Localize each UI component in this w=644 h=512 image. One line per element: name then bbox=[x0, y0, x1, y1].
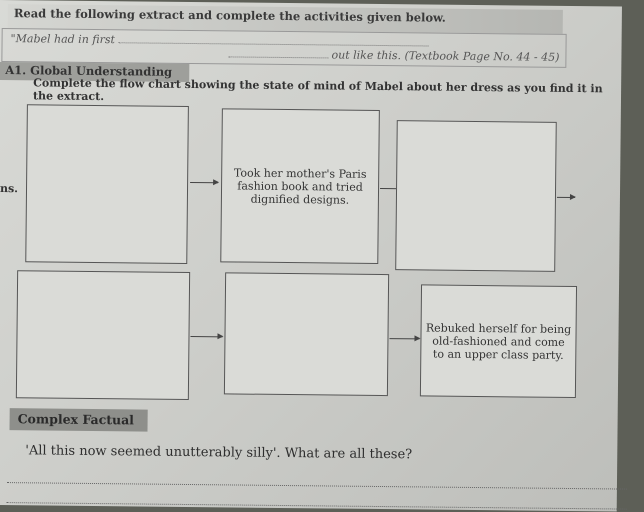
margin-text: ns. bbox=[0, 182, 19, 196]
answer-line[interactable] bbox=[7, 482, 627, 489]
flowchart-box-1[interactable] bbox=[25, 104, 189, 264]
arrow-icon bbox=[389, 338, 419, 339]
flowchart-box-3[interactable] bbox=[395, 120, 557, 272]
flowchart-box-4[interactable] bbox=[16, 270, 190, 400]
arrow-icon bbox=[190, 336, 222, 337]
flowchart-box-6: Rebuked herself for being old-fashioned and come to an upper class party. bbox=[420, 284, 577, 398]
task-text: Complete the flow chart showing the state of mind of Mabel about her dress as you find it in the extract. bbox=[32, 76, 603, 104]
flowchart-box-2: Took her mother's Paris fashion book and tried dignified designs. bbox=[220, 108, 380, 264]
extract-start: "Mabel had in first bbox=[10, 32, 116, 47]
arrow-icon bbox=[190, 182, 218, 183]
extract-end: out like this. (Textbook Page No. 44 - 45) bbox=[331, 48, 560, 64]
flowchart-box-5[interactable] bbox=[224, 272, 389, 396]
complex-factual-heading: Complex Factual bbox=[9, 408, 147, 431]
dotted-line bbox=[228, 56, 328, 58]
arrow-icon bbox=[557, 197, 575, 198]
answer-line[interactable] bbox=[7, 502, 627, 509]
dotted-line bbox=[118, 42, 428, 46]
instruction: Read the following extract and complete the activities given below. bbox=[8, 4, 563, 34]
question: 'All this now seemed unutterably silly'. What are all these? bbox=[25, 443, 413, 463]
section-heading: A1. Global Understanding bbox=[0, 62, 189, 82]
